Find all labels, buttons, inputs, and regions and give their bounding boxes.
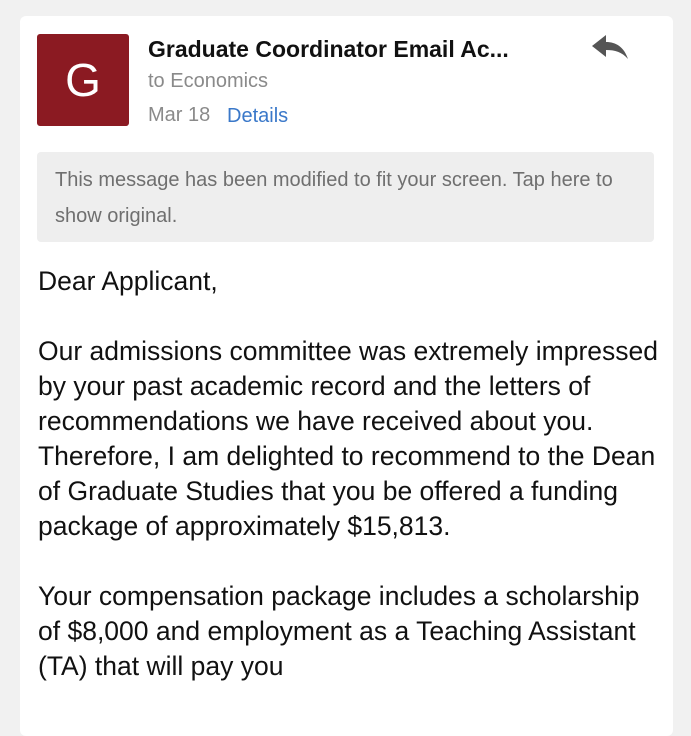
modified-message-notice[interactable]: This message has been modified to fit your screen. Tap here to show original.: [37, 152, 654, 242]
recipient-line: to Economics: [148, 70, 269, 92]
sender-name[interactable]: Graduate Coordinator Email Ac...: [148, 36, 509, 62]
greeting-text: Dear Applicant,: [38, 266, 218, 296]
email-body: [38, 264, 658, 719]
email-message-card: [20, 16, 673, 736]
sender-avatar[interactable]: G: [37, 34, 129, 126]
details-link[interactable]: Details: [227, 105, 289, 127]
body-paragraph-funding: Our admissions committee was extremely impressed by your past academic record and the letters of recommendations we have received about you. Therefore, I am delighted to recommend to the Dean of Graduate Studies that you be offered a funding package of approximately $15,813.: [38, 336, 658, 541]
body-paragraph-compensation: Your compensation package includes a scholarship of $8,000 and employment as a Teaching Assistant (TA) that will pay you: [38, 581, 640, 681]
email-date: Mar 18: [148, 104, 211, 126]
reply-arrow-icon[interactable]: [588, 32, 632, 64]
